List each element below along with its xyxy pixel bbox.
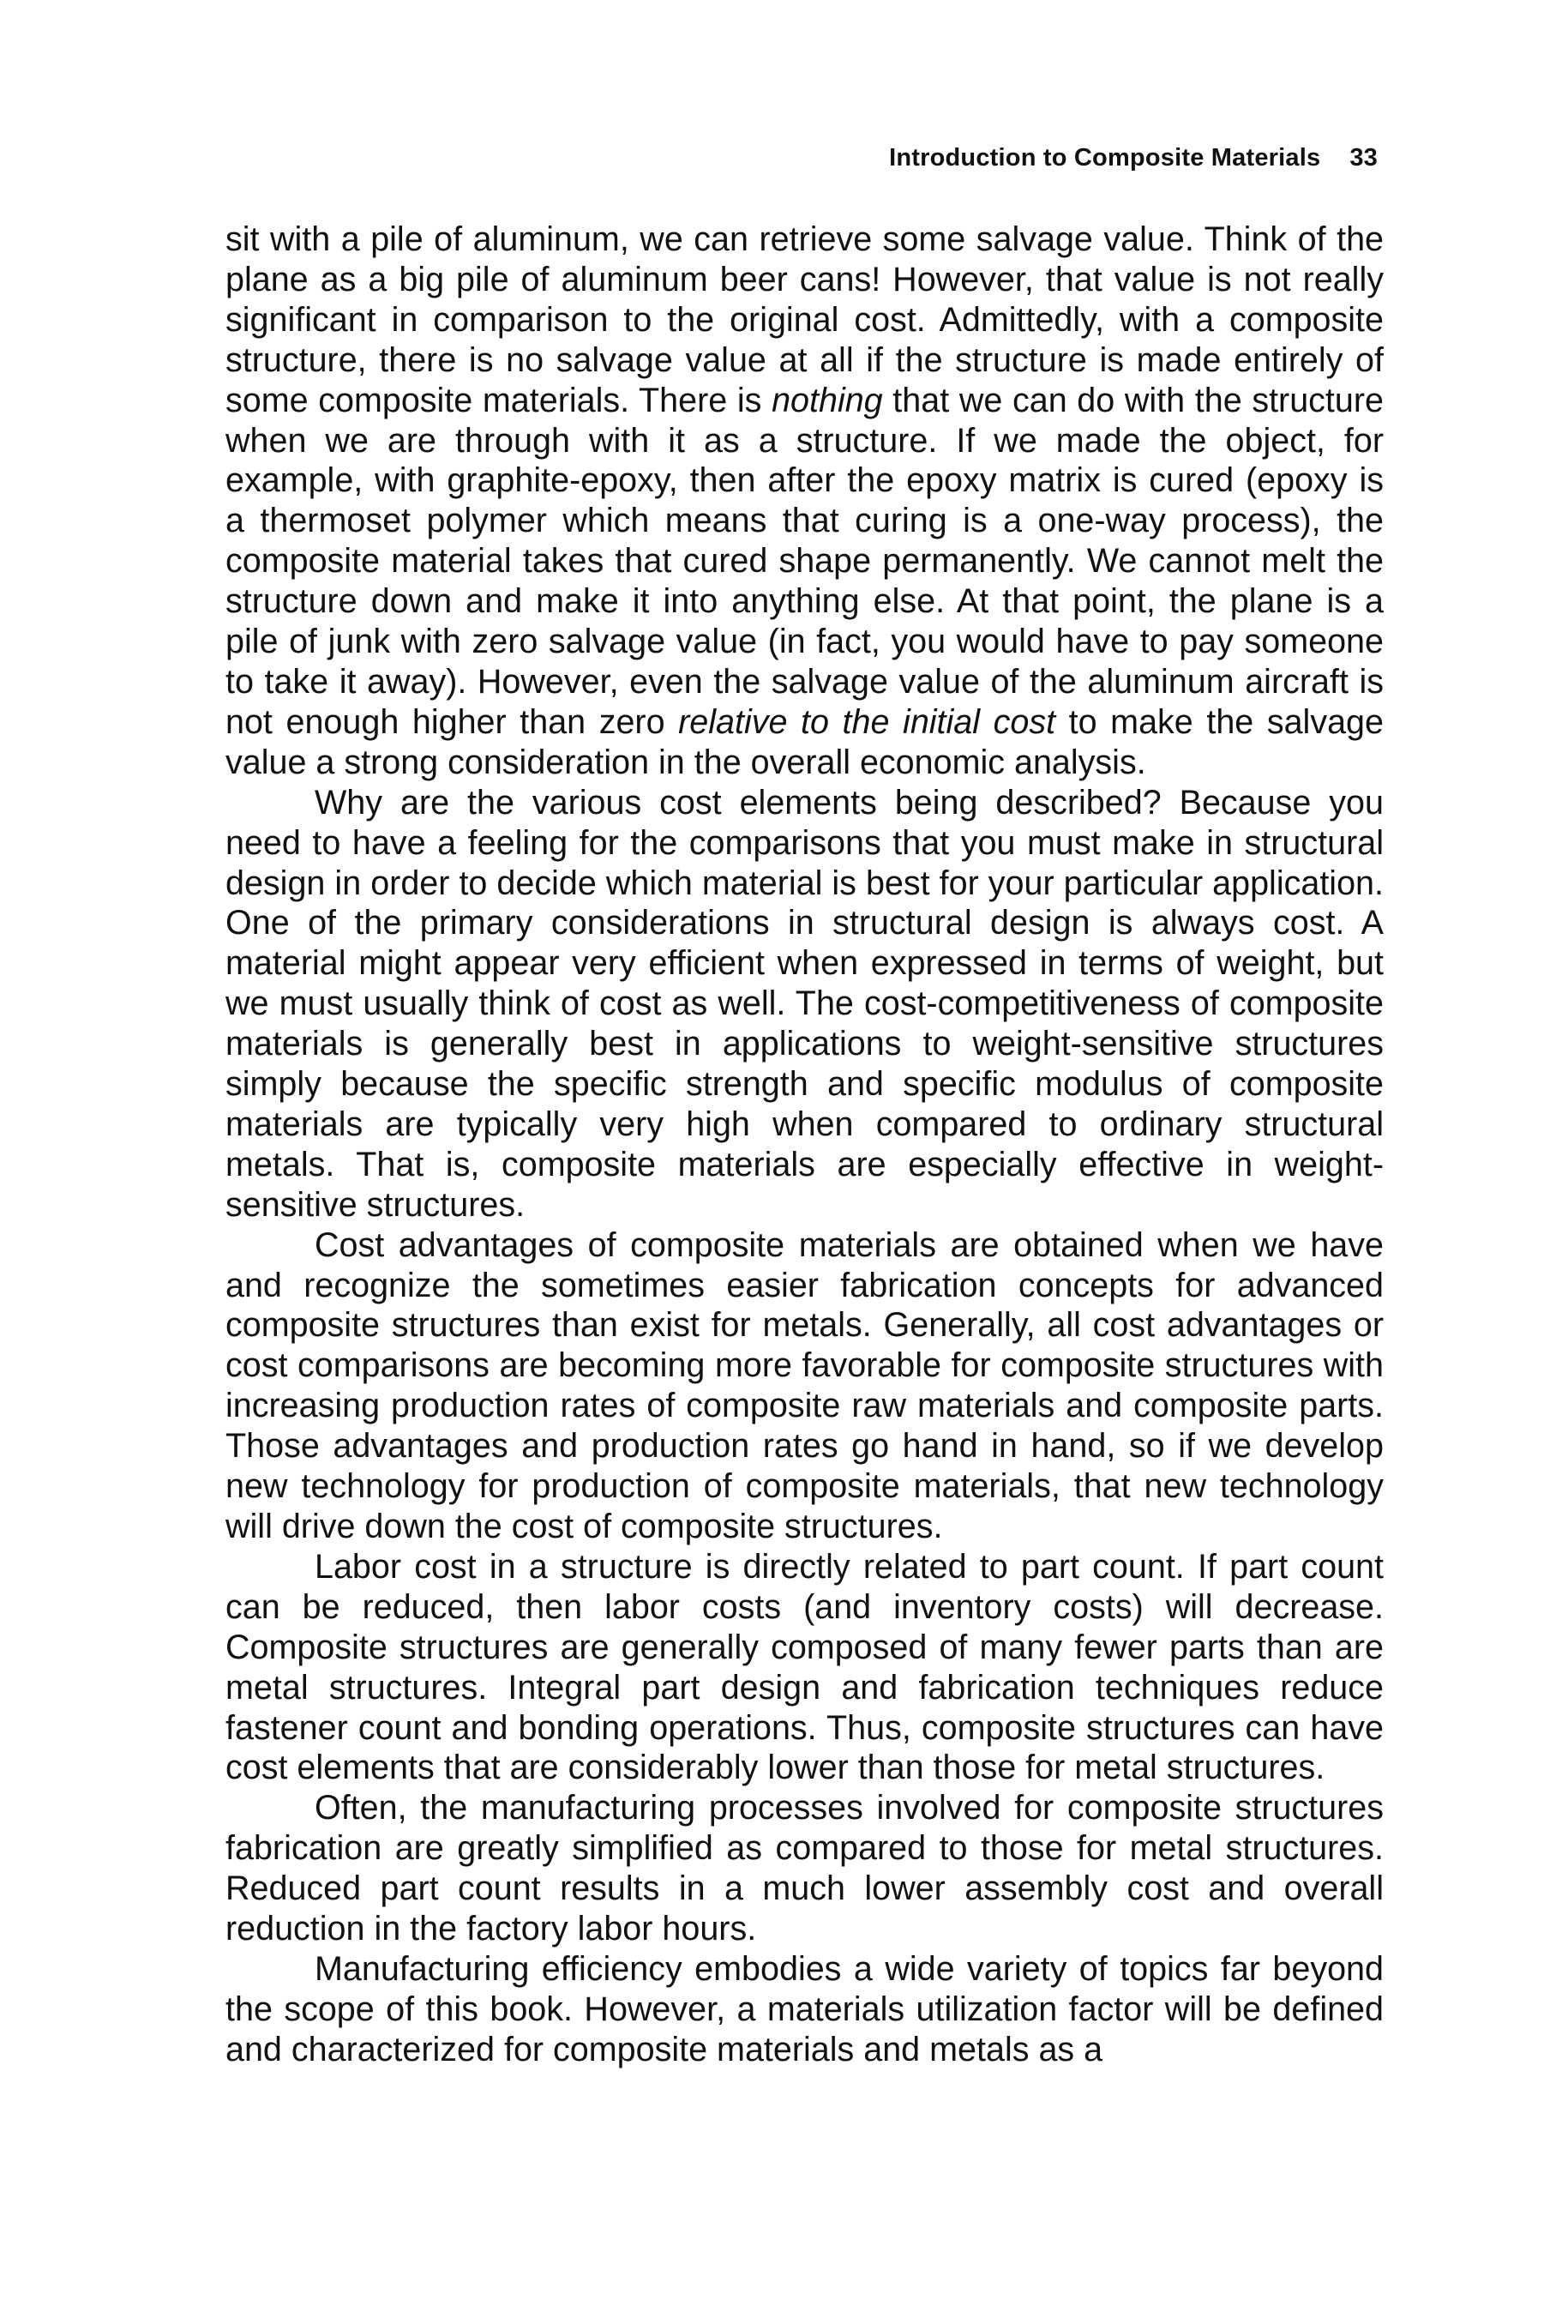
paragraph-1: [225, 220, 1384, 783]
paragraph-1-part-3: to make the salvage value a strong consideration in the overall economic analysis.: [225, 702, 1384, 781]
running-title: Introduction to Composite Materials: [889, 144, 1321, 172]
body-text: [225, 220, 1384, 2070]
emphasis-nothing: nothing: [772, 381, 883, 419]
paragraph-6: Manufacturing efficiency embodies a wide variety of topics far beyond the scope of this book. However, a materials utilization factor will be defined and characterized for composite materials and metals as a: [225, 1949, 1384, 2068]
paragraph-5: Often, the manufacturing processes involved for composite structures fabrication are greatly simplified as compared to those for metal structures. Reduced part count results in a much lower assembly cost and overall reduction in the factory labor hours.: [225, 1789, 1384, 1948]
paragraph-4: Labor cost in a structure is directly related to part count. If part count can be reduced, then labor costs (and inventory costs) will decrease. Composite structures are generally composed of many fewer parts than are metal structures. Integral part design and fabrication techniques reduce fastener count and bonding operations. Thus, composite structures can have cost elements that are considerably lower than those for metal structures.: [225, 1547, 1384, 1787]
paragraph-1-part-1: sit with a pile of aluminum, we can retrieve some salvage value. Think of the plane as a big pile of aluminum beer cans! However, that value is not really significant in comparison to the original cost. Admittedly, with a composite structure, there is no salvage value at all if the structure is made entirely of some composite materials. There is: [225, 220, 1384, 419]
paragraph-2: Why are the various cost elements being described? Because you need to have a feeling for the comparisons that you must make in structural design in order to decide which material is best for your particular application. One of the primary considerations in structural design is always cost. A material might appear very efficient when expressed in terms of weight, but we must usually think of cost as well. The cost-competitiveness of composite materials is generally best in applications to weight-sensitive structures simply because the specific strength and specific modulus of composite materials are typically very high when compared to ordinary structural metals. That is, composite materials are especially effective in weight-sensitive structures.: [225, 783, 1384, 1224]
running-head: [889, 144, 1378, 172]
paragraph-1-part-2: that we can do with the structure when we are through with it as a structure. If we made the object, for example, with graphite-epoxy, then after the epoxy matrix is cured (epoxy is a thermoset polymer which means that curing is a one-way process), the composite material takes that cured shape permanently. We cannot melt the structure down and make it into anything else. At that point, the plane is a pile of junk with zero salvage value (in fact, you would have to pay someone to take it away). However, even the salvage value of the aluminum aircraft is not enough higher than zero: [225, 381, 1384, 741]
page-number: 33: [1349, 144, 1378, 172]
paragraph-3: Cost advantages of composite materials are obtained when we have and recognize the sometimes easier fabrication concepts for advanced composite structures than exist for metals. Generally, all cost advantages or cost comparisons are becoming more favorable for composite structures with increasing production rates of composite raw materials and composite parts. Those advantages and production rates go hand in hand, so if we develop new technology for production of composite materials, that new technology will drive down the cost of composite structures.: [225, 1225, 1384, 1545]
emphasis-relative-cost: relative to the initial cost: [678, 702, 1056, 741]
